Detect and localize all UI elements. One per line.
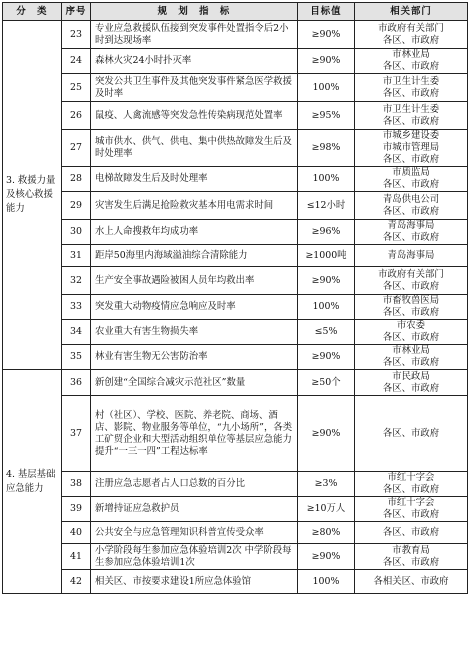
row-number: 32 <box>62 267 91 295</box>
row-number: 27 <box>62 130 91 167</box>
department-name: 市红十字会 <box>387 472 435 483</box>
department-cell <box>355 497 468 522</box>
indicator-text: 电梯故障发生后及时处理率 <box>91 167 298 192</box>
department-cell <box>355 220 468 245</box>
table-row <box>3 49 468 74</box>
table-row <box>3 102 468 130</box>
target-value: ≥96% <box>298 220 355 245</box>
department-name: 各区、市政府 <box>382 232 440 243</box>
department-name: 各区、市政府 <box>382 526 440 538</box>
table-row <box>3 267 468 295</box>
header-indicator: 规 划 指 标 <box>91 3 298 21</box>
table-row <box>3 370 468 396</box>
department-name: 市红十字会 <box>387 497 435 508</box>
department-name: 各区、市政府 <box>382 427 440 439</box>
department-name: 各区、市政府 <box>382 332 440 343</box>
row-number: 34 <box>62 320 91 345</box>
department-name: 市政府有关部门 <box>378 22 444 34</box>
department-name: 各区、市政府 <box>382 307 440 318</box>
row-number: 24 <box>62 49 91 74</box>
table-row <box>3 167 468 192</box>
row-number: 26 <box>62 102 91 130</box>
department-cell <box>355 102 468 130</box>
row-number: 29 <box>62 192 91 220</box>
department-name: 青岛海事局 <box>387 249 435 261</box>
department-name: 各区、市政府 <box>382 357 440 368</box>
table-row <box>3 21 468 49</box>
indicator-text: 相关区、市按要求建设1所应急体验馆 <box>91 570 298 594</box>
indicator-text: 灾害发生后满足抢险救灾基本用电需求时间 <box>91 192 298 220</box>
indicator-text: 森林火灾24小时扑灭率 <box>91 49 298 74</box>
department-name: 各区、市政府 <box>382 61 440 72</box>
table-row <box>3 497 468 522</box>
header-category: 分 类 <box>3 3 62 21</box>
indicator-text: 鼠疫、人禽流感等突发急性传染病现范处置率 <box>91 102 298 130</box>
row-number: 30 <box>62 220 91 245</box>
row-number: 28 <box>62 167 91 192</box>
table-row <box>3 472 468 497</box>
table-row <box>3 295 468 320</box>
department-cell <box>355 522 468 544</box>
target-value: ≥90% <box>298 267 355 295</box>
indicator-text: 村（社区）、学校、医院、养老院、商场、酒店、影院、物业服务等单位，“九小场所”，各类工矿贸企业和大型活动组织单位等基层应急能力提升“一三一四”工程达标率 <box>91 396 298 472</box>
table-row <box>3 74 468 102</box>
header-row <box>3 3 468 21</box>
department-name: 市城乡建设委 <box>382 130 440 141</box>
table-row <box>3 544 468 570</box>
indicator-text: 突发重大动物疫情应急响应及时率 <box>91 295 298 320</box>
target-value: ≥1000吨 <box>298 245 355 267</box>
table-row <box>3 320 468 345</box>
row-number: 25 <box>62 74 91 102</box>
department-name: 市政府有关部门 <box>378 268 444 280</box>
indicator-text: 生产安全事故遇险被困人员年均救出率 <box>91 267 298 295</box>
department-name: 各区、市政府 <box>382 87 440 99</box>
category-cell: 4. 基层基础应急能力 <box>3 370 62 594</box>
department-cell <box>355 320 468 345</box>
indicator-text: 新增持证应急救护员 <box>91 497 298 522</box>
indicator-text: 新创建“全国综合减灾示范社区”数量 <box>91 370 298 396</box>
row-number: 40 <box>62 522 91 544</box>
department-name: 市教育局 <box>392 544 430 556</box>
indicator-text: 林业有害生物无公害防治率 <box>91 345 298 370</box>
department-name: 青岛供电公司 <box>382 193 440 205</box>
table-row <box>3 345 468 370</box>
department-name: 市畜牧兽医局 <box>382 295 440 306</box>
row-number: 36 <box>62 370 91 396</box>
table-row <box>3 220 468 245</box>
indicator-text: 专业应急救援队伍接到突发事件处置指令后2小时到达现场率 <box>91 21 298 49</box>
department-cell <box>355 74 468 102</box>
department-name: 市农委 <box>396 320 426 331</box>
indicator-text: 公共安全与应急管理知识科普宣传受众率 <box>91 522 298 544</box>
department-name: 各区、市政府 <box>382 154 440 165</box>
department-cell <box>355 267 468 295</box>
department-cell <box>355 295 468 320</box>
indicator-text: 城市供水、供气、供电、集中供热故障发生后及时处理率 <box>91 130 298 167</box>
department-name: 市林业局 <box>392 49 430 60</box>
department-name: 市卫生计生委 <box>382 75 440 87</box>
target-value: ≥3% <box>298 472 355 497</box>
indicator-table <box>2 2 468 594</box>
department-name: 各区、市政府 <box>382 34 440 46</box>
row-number: 42 <box>62 570 91 594</box>
target-value: 100% <box>298 74 355 102</box>
department-name: 青岛海事局 <box>387 220 435 231</box>
target-value: ≥95% <box>298 102 355 130</box>
department-name: 市林业局 <box>392 345 430 356</box>
indicator-text: 农业重大有害生物损失率 <box>91 320 298 345</box>
department-name: 市质监局 <box>392 167 430 178</box>
row-number: 41 <box>62 544 91 570</box>
table-row <box>3 396 468 472</box>
table-row <box>3 192 468 220</box>
department-name: 各相关区、市政府 <box>373 575 449 587</box>
department-name: 市卫生计生委 <box>382 103 440 115</box>
department-cell <box>355 167 468 192</box>
row-number: 33 <box>62 295 91 320</box>
department-name: 各区、市政府 <box>382 205 440 217</box>
department-cell <box>355 544 468 570</box>
category-cell: 3. 救援力量及核心救援能力 <box>3 21 62 370</box>
row-number: 23 <box>62 21 91 49</box>
department-cell <box>355 130 468 167</box>
department-name: 各区、市政府 <box>382 179 440 190</box>
table-row <box>3 130 468 167</box>
table-row <box>3 245 468 267</box>
department-name: 各区、市政府 <box>382 484 440 495</box>
target-value: ≥80% <box>298 522 355 544</box>
header-no: 序号 <box>62 3 91 21</box>
department-cell <box>355 345 468 370</box>
department-cell <box>355 49 468 74</box>
department-cell <box>355 570 468 594</box>
target-value: ≥50个 <box>298 370 355 396</box>
target-value: ≤12小时 <box>298 192 355 220</box>
table-body <box>3 21 468 594</box>
department-name: 各区、市政府 <box>382 115 440 127</box>
target-value: ≥98% <box>298 130 355 167</box>
department-cell <box>355 245 468 267</box>
target-value: 100% <box>298 167 355 192</box>
target-value: ≥90% <box>298 345 355 370</box>
department-name: 市民政局 <box>392 370 430 382</box>
target-value: 100% <box>298 570 355 594</box>
indicator-text: 水上人命搜救年均成功率 <box>91 220 298 245</box>
department-cell <box>355 21 468 49</box>
table-row <box>3 570 468 594</box>
indicator-text: 距岸50海里内海域溢油综合清除能力 <box>91 245 298 267</box>
row-number: 37 <box>62 396 91 472</box>
department-cell <box>355 396 468 472</box>
target-value: ≥90% <box>298 396 355 472</box>
target-value: 100% <box>298 295 355 320</box>
row-number: 38 <box>62 472 91 497</box>
target-value: ≥10万人 <box>298 497 355 522</box>
indicator-text: 注册应急志愿者占人口总数的百分比 <box>91 472 298 497</box>
header-department: 相关部门 <box>355 3 468 21</box>
target-value: ≥90% <box>298 544 355 570</box>
department-cell <box>355 370 468 396</box>
indicator-text: 小学阶段每生参加应急体验培训2次 中学阶段每生参加应急体验培训1次 <box>91 544 298 570</box>
department-cell <box>355 472 468 497</box>
department-name: 各区、市政府 <box>382 280 440 292</box>
table-row <box>3 522 468 544</box>
department-cell <box>355 192 468 220</box>
header-target: 目标值 <box>298 3 355 21</box>
department-name: 各区、市政府 <box>382 556 440 568</box>
department-name: 市城市管理局 <box>382 142 440 153</box>
indicator-text: 突发公共卫生事件及其他突发事件紧急医学救援及时率 <box>91 74 298 102</box>
target-value: ≥90% <box>298 49 355 74</box>
department-name: 各区、市政府 <box>382 509 440 520</box>
department-name: 各区、市政府 <box>382 382 440 394</box>
row-number: 39 <box>62 497 91 522</box>
target-value: ≥90% <box>298 21 355 49</box>
row-number: 31 <box>62 245 91 267</box>
row-number: 35 <box>62 345 91 370</box>
target-value: ≤5% <box>298 320 355 345</box>
